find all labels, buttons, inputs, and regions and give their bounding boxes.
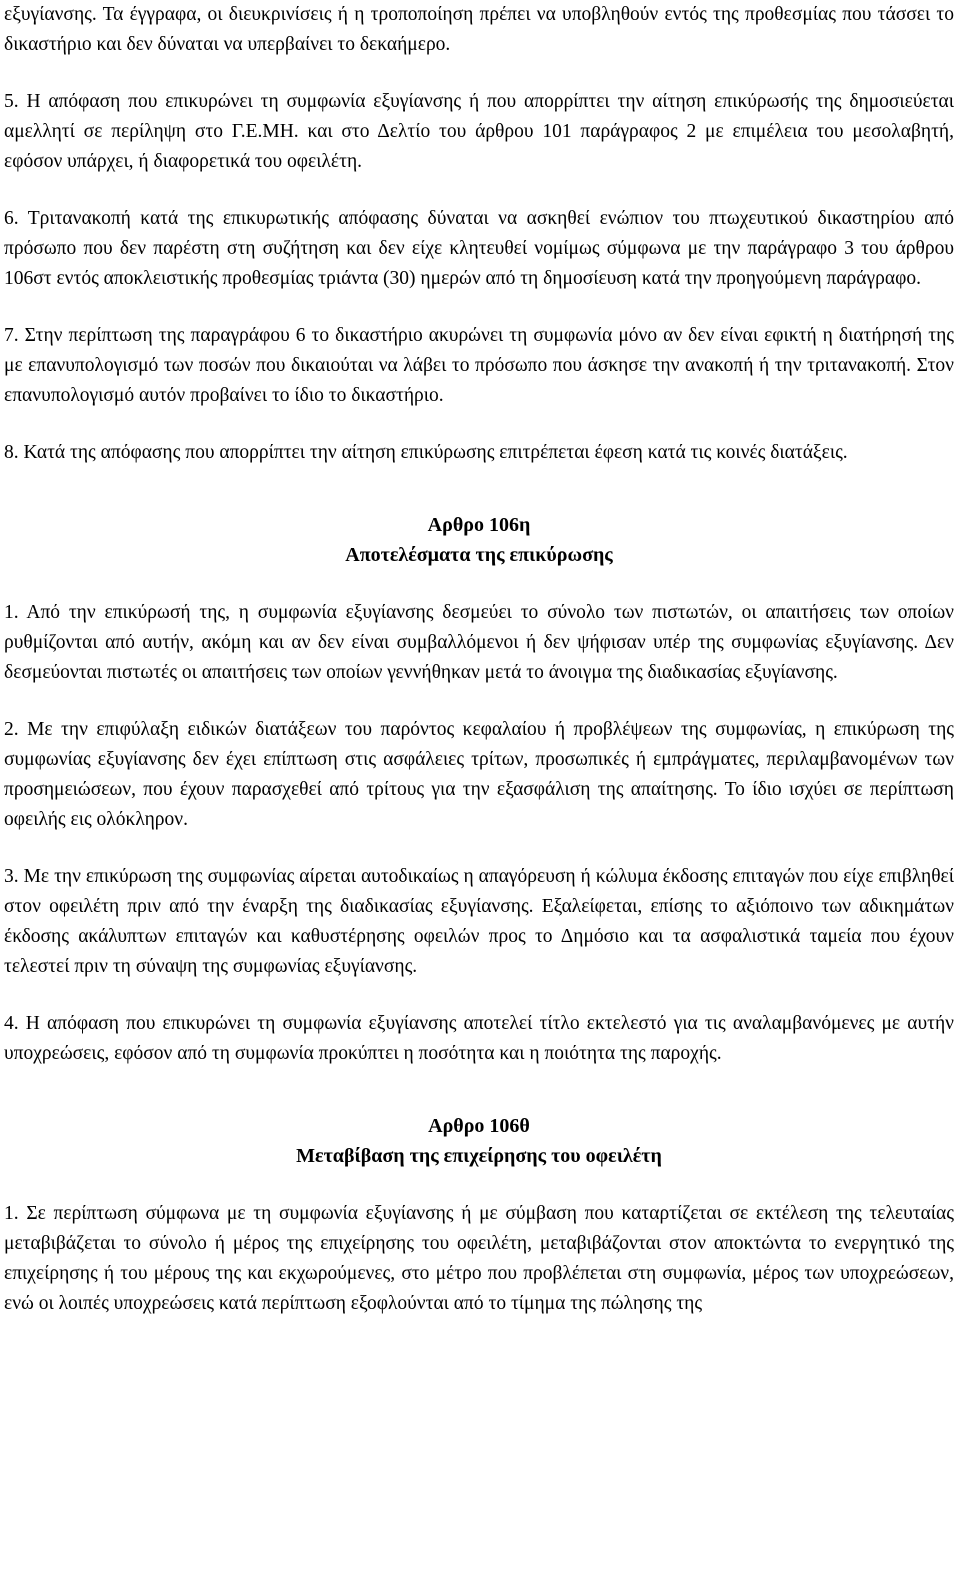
article-106h-paragraph-1: 1. Από την επικύρωσή της, η συμφωνία εξυγίανσης δεσμεύει το σύνολο των πιστωτών, οι απαιτήσεις των οποίων ρυθμίζονται από αυτήν, ακόμη και αν δεν είναι συμβαλλόμενοι ή δεν ψήφισαν υπέρ της συμφωνίας εξυγίανσης. Δεν δεσμεύονται πιστωτές οι απαιτήσεις των οποίων γεννήθηκαν μετά το άνοιγμα της διαδικασίας εξυγίανσης. — [4, 602, 954, 683]
article-106th-title: Μεταβίβαση της επιχείρησης του οφειλέτη — [296, 1145, 662, 1167]
paragraph-top-fragment: εξυγίανσης. Τα έγγραφα, οι διευκρινίσεις ή η τροποποίηση πρέπει να υποβληθούν εντός της προθεσμίας που τάσσει το δικαστήριο και δεν δύναται να υπερβαίνει το δεκαήμερο. — [4, 4, 954, 55]
paragraph-8: 8. Κατά της απόφασης που απορρίπτει την αίτηση επικύρωσης επιτρέπεται έφεση κατά τις κοινές διατάξεις. — [4, 442, 848, 463]
article-106th-paragraph-1: 1. Σε περίπτωση σύμφωνα με τη συμφωνία εξυγίανσης ή με σύμβαση που καταρτίζεται σε εκτέλεση της τελευταίας μεταβιβάζεται το σύνολο ή μέρος της επιχείρησης του οφειλέτη, μεταβιβάζονται στον αποκτώντα το ενεργητικό της επιχείρησης ή του μέρους της και εκχωρούμενες, στο μέτρο που προβλέπεται στη συμφωνία, μέρος των υποχρεώσεων, ενώ οι λοιπές υποχρεώσεις κατά περίπτωση εξοφλούνται από το τίμημα της πώλησης της — [4, 1203, 954, 1314]
article-106h-paragraph-4: 4. Η απόφαση που επικυρώνει τη συμφωνία εξυγίανσης αποτελεί τίτλο εκτελεστό για τις αναλαμβανόμενες με αυτήν υποχρεώσεις, εφόσον από τη συμφωνία προκύπτει η ποσότητα και η ποιότητα της παροχής. — [4, 1013, 954, 1064]
article-106h-paragraph-3: 3. Με την επικύρωση της συμφωνίας αίρεται αυτοδικαίως η απαγόρευση ή κώλυμα έκδοσης επιταγών που είχε επιβληθεί στον οφειλέτη πριν από την έναρξη της διαδικασίας εξυγίανσης. Εξαλείφεται, επίσης το αξιόποινο των αδικημάτων έκδοσης ακάλυπτων επιταγών και καθυστέρησης οφειλών προς το Δημόσιο και τα ασφαλιστικά ταμεία που έχουν τελεστεί πριν τη σύναψη της συμφωνίας εξυγίανσης. — [4, 866, 954, 977]
article-106th-number: Αρθρο 106θ — [428, 1115, 530, 1137]
paragraph-6: 6. Τριτανακοπή κατά της επικυρωτικής απόφασης δύναται να ασκηθεί ενώπιον του πτωχευτικού δικαστηρίου από πρόσωπο που δεν παρέστη στη συζήτηση και δεν είχε κλητευθεί νομίμως σύμφωνα με την παράγραφο 3 του άρθρου 106στ εντός αποκλειστικής προθεσμίας τριάντα (30) ημερών από τη δημοσίευση κατά την προηγούμενη παράγραφο. — [4, 208, 954, 289]
document-page — [4, 0, 954, 1319]
paragraph-7: 7. Στην περίπτωση της παραγράφου 6 το δικαστήριο ακυρώνει τη συμφωνία μόνο αν δεν είναι εφικτή η διατήρησή της με επανυπολογισμό των ποσών που δικαιούται να λάβει το πρόσωπο που άσκησε την ανακοπή ή την τριτανακοπή. Στον επανυπολογισμό αυτόν προβαίνει το ίδιο το δικαστήριο. — [4, 325, 954, 406]
article-106h-title: Αποτελέσματα της επικύρωσης — [345, 544, 613, 566]
article-106h-paragraph-2: 2. Με την επιφύλαξη ειδικών διατάξεων του παρόντος κεφαλαίου ή προβλέψεων της συμφωνίας, η επικύρωση της συμφωνίας εξυγίανσης δεν έχει επίπτωση στις ασφάλειες τρίτων, προσωπικές ή εμπράγματες, περιλαμβανομένων των προσημειώσεων, που έχουν παρασχεθεί από τρίτους για την εξασφάλιση της απαίτησης. Το ίδιο ισχύει σε περίπτωση οφειλής εις ολόκληρον. — [4, 719, 954, 830]
article-106h-number: Αρθρο 106η — [427, 514, 531, 536]
paragraph-5: 5. Η απόφαση που επικυρώνει τη συμφωνία εξυγίανσης ή που απορρίπτει την αίτηση επικύρωσής της δημοσιεύεται αμελλητί σε περίληψη στο Γ.Ε.ΜΗ. και στο Δελτίο του άρθρου 101 παράγραφος 2 με επιμέλεια του μεσολαβητή, εφόσον υπάρχει, ή διαφορετικά του οφειλέτη. — [4, 91, 954, 172]
